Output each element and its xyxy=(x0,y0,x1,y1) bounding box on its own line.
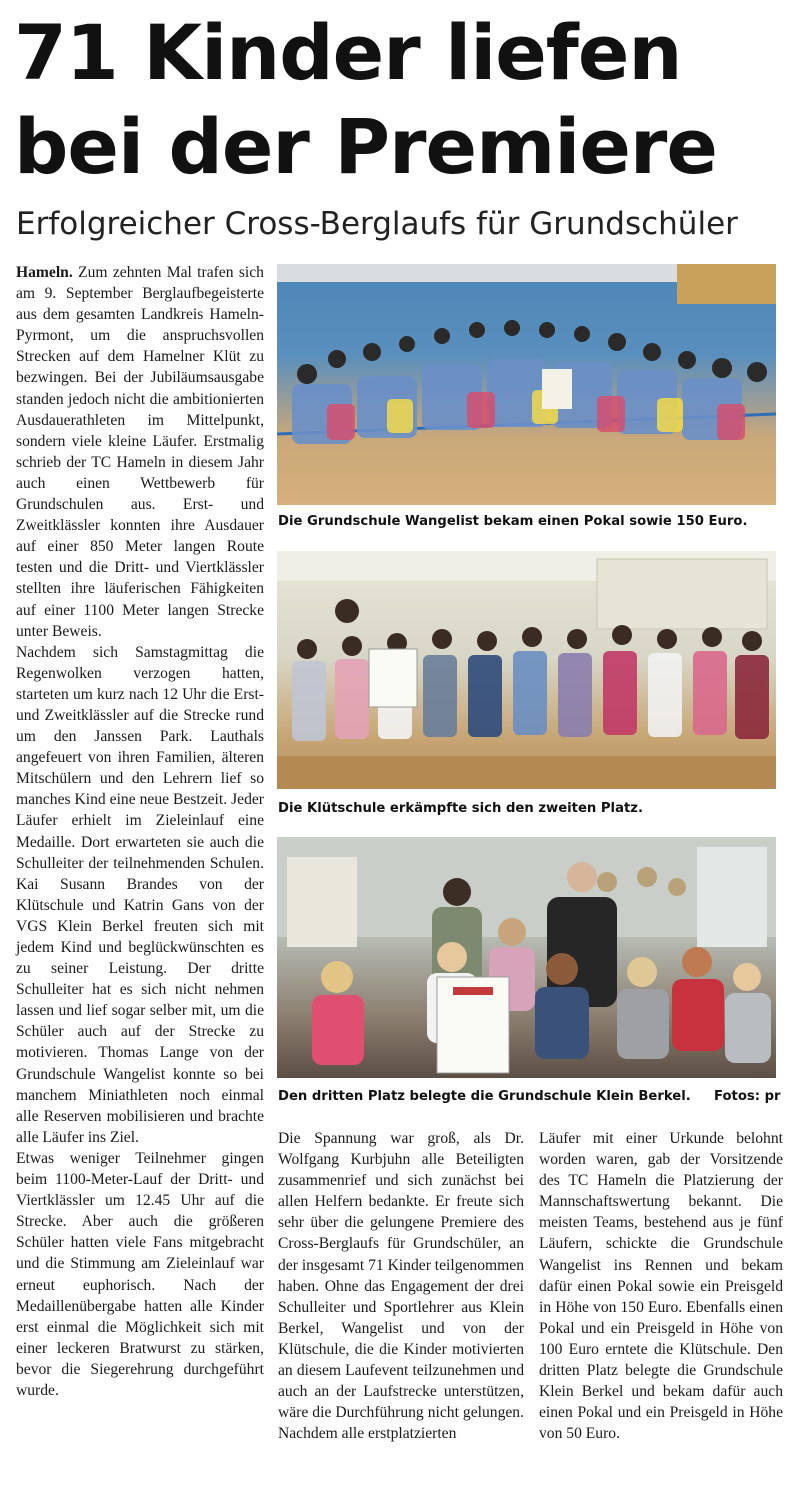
paragraph: Die Spannung war groß, als Dr. Wolfgang Kurbjuhn alle Beteiligten zusammenrief und sich zunächst bei allen Helfern bedankte. Er freute sich sehr über die gelungene Premiere des Cross-Berglaufs für Grundschüler, an der insgesamt 71 Kinder teilgenommen haben. Ohne das Engagement der drei Schulleiter und Sportlehrer aus Klein Berkel, Wangelist und von der Klütschule, die die Kinder motivierten an diesem Laufevent teilzunehmen und auch an der Laufstrecke unterstützen, wäre die Durchführung nicht gelungen. Nachdem alle erstplatzierten xyxy=(278,1130,524,1443)
headline xyxy=(14,6,794,194)
headline-line-1: 71 Kinder liefen xyxy=(14,8,682,97)
headline-line-2: bei der Premiere xyxy=(14,102,717,191)
photo-caption: Die Grundschule Wangelist bekam einen Pokal sowie 150 Euro. xyxy=(278,514,748,529)
photo-klein-berkel-team xyxy=(277,837,776,1078)
article-column-2 xyxy=(278,1128,524,1444)
paragraph-text: Zum zehnten Mal trafen sich am 9. September Berglaufbegeisterte aus dem gesamten Landkreis Hameln-Pyrmont, um die anspruchsvollen Strecken auf dem Hamelner Klüt zu bezwingen. Bei der Jubiläumsausgabe standen jedoch nicht die ambitionierten Ausdauerathleten im Mittelpunkt, sondern viele kleine Läufer. Erstmalig schrieb der TC Hameln in diesem Jahr auch einen Wettbewerb für Grundschulen aus. Erst- und Zweitklässler konnten ihre Ausdauer auf einer 850 Meter langen Route testen und die Dritt- und Viertklässler stellten ihre läuferischen Fähigkeiten auf einer 1100 Meter langen Strecke unter Beweis. xyxy=(16,264,264,640)
subheadline: Erfolgreicher Cross-Berglaufs für Grundschüler xyxy=(16,206,738,242)
photo-wangelist-team xyxy=(277,264,776,505)
photo-caption: Den dritten Platz belegte die Grundschule Klein Berkel. xyxy=(278,1089,691,1104)
paragraph: Läufer mit einer Urkunde belohnt worden waren, gab der Vorsitzende des TC Hameln die Platzierung der Mannschaftswertung bekannt. Die meisten Teams, bestehend aus je fünf Läufern, schickte die Grundschule Wangelist ins Rennen und bekam dafür einen Pokal sowie ein Preisgeld in Höhe von 150 Euro. Ebenfalls einen Pokal und ein Preisgeld in Höhe von 100 Euro erntete die Klütschule. Den dritten Platz belegte die Grundschule Klein Berkel und bekam dafür auch einen Pokal und ein Preisgeld in Höhe von 50 Euro. xyxy=(539,1130,783,1443)
photo-credit: Fotos: pr xyxy=(714,1089,781,1104)
dateline: Hameln. xyxy=(16,264,73,281)
article-column-1 xyxy=(16,262,264,1401)
article-column-3 xyxy=(539,1128,783,1444)
paragraph xyxy=(16,262,264,642)
photo-caption: Die Klütschule erkämpfte sich den zweiten Platz. xyxy=(278,801,643,816)
paragraph: Etwas weniger Teilnehmer gingen beim 1100-Meter-Lauf der Dritt- und Viertklässler um 12.45 Uhr auf die Strecke. Aber auch die größeren Schüler hatten viele Fans mitgebracht und die Stimmung am Zieleinlauf war erneut euphorisch. Nach der Medaillenübergabe hatten alle Kinder erst einmal die Möglichkeit sich mit einer leckeren Bratwurst zu stärken, bevor die Siegerehrung durchgeführt wurde. xyxy=(16,1149,264,1399)
photo-kluetschule-team xyxy=(277,551,776,789)
paragraph: Nachdem sich Samstagmittag die Regenwolken verzogen hatten, starteten um kurz nach 12 Uhr die Erst- und Zweitklässler auf die Strecke rund um den Janssen Park. Lauthals angefeuert von ihren Familien, älteren Mitschülern und den Lehrern lief so manches Kind eine neue Bestzeit. Jeder Läufer erhielt im Zieleinlauf eine Medaille. Dort erwarteten sie auch die Schulleiter der teilnehmenden Schulen. Kai Susann Brandes von der Klütschule und Katrin Gans von der VGS Klein Berkel freuten sich mit jedem Kind und beglückwünschten es zu seiner Leistung. Der dritte Schulleiter hat es sich nicht nehmen lassen und lief sogar selber mit, um die Schüler auch auf der Strecke zu motivieren. Thomas Lange von der Grundschule Wangelist konnte so bei manchem Miniathleten noch einmal alle Reserven mobilisieren und brachte alle Läufer ins Ziel. xyxy=(16,643,264,1146)
